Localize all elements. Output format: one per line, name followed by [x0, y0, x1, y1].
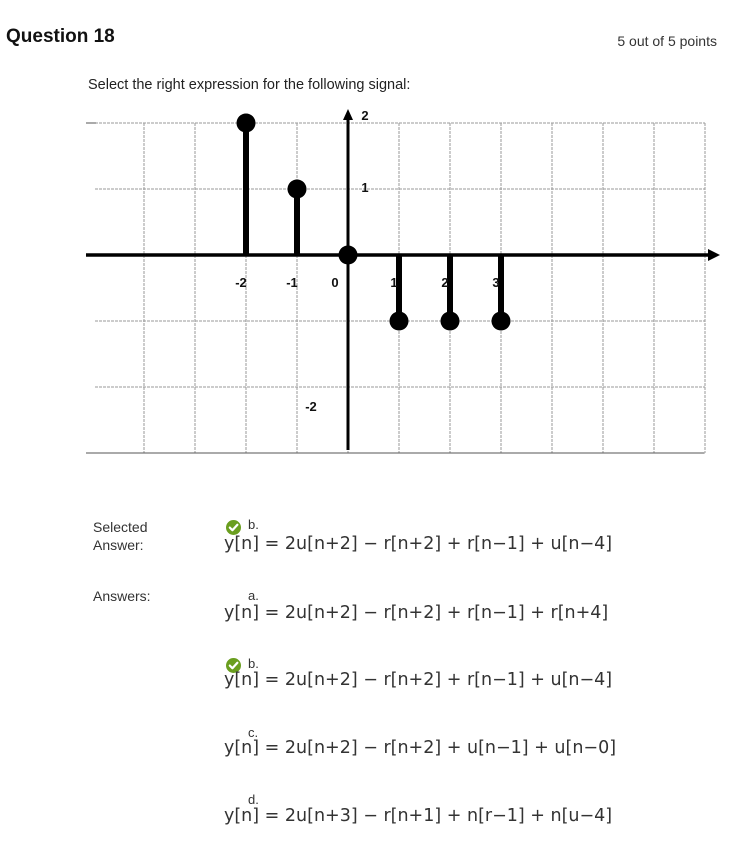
answer-letter: b.	[248, 656, 259, 671]
selected-answer-expression: y[n] = 2u[n+2] − r[n+2] + r[n−1] + u[n−4]	[224, 534, 613, 554]
x-tick-label: 0	[331, 275, 339, 290]
plot-axes	[86, 109, 720, 450]
answers-label: Answers:	[93, 588, 151, 604]
selected-answer-letter: b.	[248, 517, 259, 532]
stem-marker	[492, 312, 511, 331]
y-axis-arrow	[343, 109, 353, 120]
stem-marker	[441, 312, 460, 331]
plot-labels	[235, 108, 499, 414]
answer-expression: y[n] = 2u[n+3] − r[n+1] + n[r−1] + n[u−4]	[224, 806, 613, 826]
answer-letter: d.	[248, 792, 259, 807]
y-tick-label: 1	[361, 180, 369, 195]
plot-stems	[237, 114, 511, 331]
x-tick-label: 1	[390, 275, 398, 290]
answer-expression: y[n] = 2u[n+2] − r[n+2] + r[n−1] + u[n−4]	[224, 670, 613, 690]
answer-letter: c.	[248, 725, 259, 740]
signal-stem-plot	[0, 100, 750, 470]
answer-letter: a.	[248, 588, 259, 603]
stem-marker	[288, 180, 307, 199]
question-points: 5 out of 5 points	[617, 33, 717, 49]
answer-expression: y[n] = 2u[n+2] − r[n+2] + u[n−1] + u[n−0]	[224, 738, 617, 758]
correct-check-icon	[226, 520, 241, 535]
y-tick-label: -2	[305, 399, 317, 414]
selected-answer-label: Selected Answer:	[93, 519, 148, 553]
x-axis-arrow	[708, 249, 720, 261]
question-title: Question 18	[6, 26, 115, 47]
stem-marker	[339, 246, 358, 265]
x-tick-label: -2	[235, 275, 247, 290]
x-tick-label: 3	[492, 275, 500, 290]
answer-expression: y[n] = 2u[n+2] − r[n+2] + r[n−1] + r[n+4]	[224, 603, 609, 623]
stem-marker	[390, 312, 409, 331]
y-tick-label: 2	[361, 108, 369, 123]
question-prompt: Select the right expression for the following signal:	[88, 77, 411, 93]
x-tick-label: 2	[441, 275, 449, 290]
stem-marker	[237, 114, 256, 133]
x-tick-label: -1	[286, 275, 298, 290]
